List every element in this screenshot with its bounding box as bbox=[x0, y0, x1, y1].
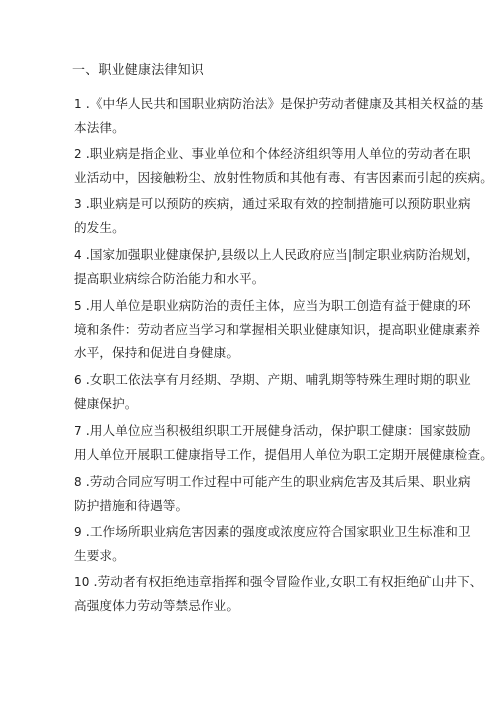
item-number: 3 bbox=[74, 197, 82, 211]
item-text-line: .劳动合同应写明工作过程中可能产生的职业病危害及其后果、职业病 bbox=[85, 474, 471, 489]
item-text-line: 用人单位开展职工健康指导工作，提倡用人单位为职工定期开展健康检查。 bbox=[74, 447, 493, 462]
section-heading: 一、职业健康法律知识 bbox=[72, 63, 205, 78]
item-number: 9 bbox=[74, 525, 82, 539]
list-item bbox=[74, 243, 480, 290]
item-number: 10 bbox=[74, 575, 90, 589]
list-item bbox=[74, 92, 484, 139]
list-item bbox=[74, 192, 471, 239]
item-text-line: .职业病是可以预防的疾病，通过采取有效的控制措施可以预防职业病 bbox=[85, 196, 471, 211]
item-text-line: 健康保护。 bbox=[74, 396, 138, 411]
list-item bbox=[74, 368, 471, 415]
item-text-line: 水平，保持和促进自身健康。 bbox=[74, 345, 240, 360]
item-text-line: 业活动中，因接触粉尘、放射性物质和其他有毒、有害因素而引起的疾病。 bbox=[74, 170, 493, 185]
item-text-line: .《中华人民共和国职业病防治法》是保护劳动者健康及其相关权益的基 bbox=[85, 96, 484, 111]
item-text-line: .工作场所职业病危害因素的强度或浓度应符合国家职业卫生标准和卫 bbox=[85, 524, 471, 539]
list-item bbox=[74, 470, 471, 517]
item-text-line: .职业病是指企业、事业单位和个体经济组织等用人单位的劳动者在职 bbox=[85, 146, 471, 161]
item-text-line: 高强度体力劳动等禁忌作业。 bbox=[74, 598, 240, 613]
item-number: 5 bbox=[74, 299, 82, 313]
item-number: 8 bbox=[74, 475, 82, 489]
list-item bbox=[74, 294, 481, 364]
item-number: 7 bbox=[74, 424, 82, 438]
item-text-line: 生要求。 bbox=[74, 548, 125, 563]
item-text-line: 的发生。 bbox=[74, 220, 125, 235]
item-number: 2 bbox=[74, 147, 82, 161]
list-item bbox=[74, 570, 483, 617]
item-text-line: .用人单位是职业病防治的责任主体，应当为职工创造有益于健康的环 bbox=[85, 298, 471, 313]
item-text-line: 防护措施和待遇等。 bbox=[74, 498, 189, 513]
item-text-line: 提高职业病综合防治能力和水平。 bbox=[74, 271, 265, 286]
list-item bbox=[74, 520, 471, 567]
list-item bbox=[74, 142, 493, 189]
item-number: 1 bbox=[74, 97, 82, 111]
item-text-line: .女职工依法享有月经期、孕期、产期、哺乳期等特殊生理时期的职业 bbox=[85, 372, 471, 387]
item-number: 4 bbox=[74, 248, 82, 262]
item-text-line: 本法律。 bbox=[74, 120, 125, 135]
item-text-line: 境和条件：劳动者应当学习和掌握相关职业健康知识，提高职业健康素养 bbox=[74, 322, 481, 337]
item-text-line: .国家加强职业健康保护,县级以上人民政府应当|制定职业病防治规划， bbox=[85, 247, 480, 262]
item-text-line: .劳动者有权拒绝违章指挥和强令冒险作业,女职工有权拒绝矿山井下、 bbox=[93, 574, 483, 589]
item-text-line: .用人单位应当积极组织职工开展健身活动，保护职工健康：国家鼓励 bbox=[85, 423, 471, 438]
item-number: 6 bbox=[74, 373, 82, 387]
list-item bbox=[74, 419, 493, 466]
